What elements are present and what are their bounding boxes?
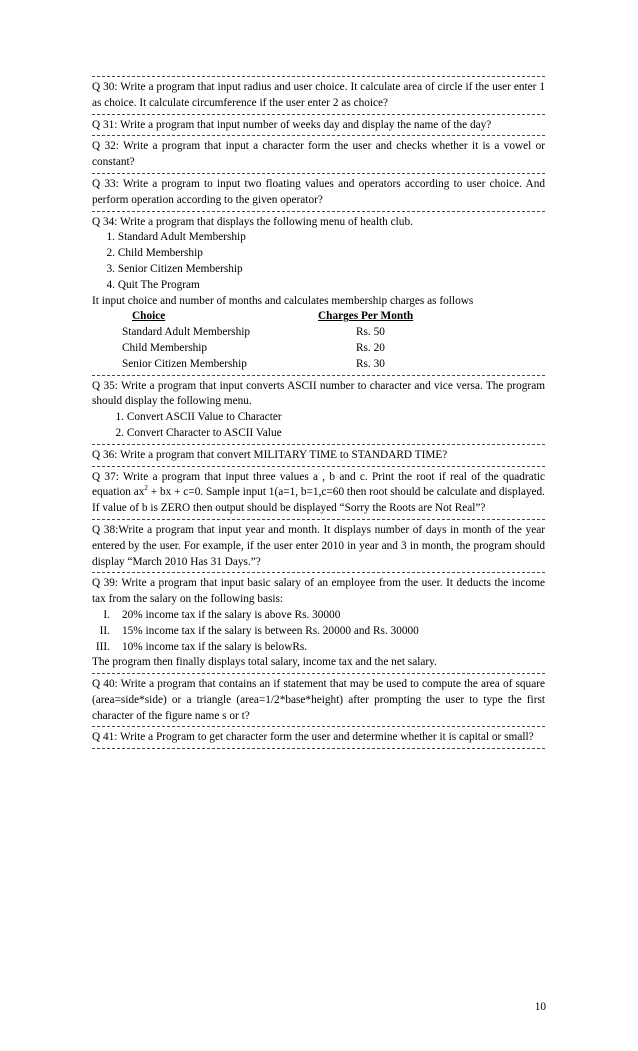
list-item: II. 15% income tax if the salary is between Rs. 20000 and Rs. 30000: [99, 624, 419, 637]
question-30: Q 30: Write a program that input radius and user choice. It calculate area of circle if the user enter 1 as choice. It calculate circumference if the user enter 2 as choice?: [92, 81, 545, 109]
table-row: Senior Citizen Membership Rs. 30: [122, 357, 385, 370]
question-36: Q 36: Write a program that convert MILITARY TIME to STANDARD TIME?: [92, 448, 448, 461]
menu-item: 4. Quit The Program: [106, 278, 200, 291]
charges-header: Charges Per Month: [318, 310, 414, 323]
table-header-row: [92, 309, 545, 325]
document-page: [92, 74, 545, 752]
divider: [92, 444, 545, 445]
divider: [92, 519, 545, 520]
divider: [92, 748, 545, 749]
ascii-menu: [92, 410, 545, 442]
question-35: [92, 379, 545, 442]
divider: [92, 135, 545, 136]
divider: [92, 572, 545, 573]
question-41: Q 41: Write a Program to get character form the user and determine whether it is capital or small?: [92, 731, 534, 744]
divider: [92, 673, 545, 674]
divider: [92, 76, 545, 77]
menu-item: 1. Convert ASCII Value to Character: [115, 411, 282, 424]
divider: [92, 375, 545, 376]
tax-basis-list: [92, 608, 545, 655]
list-item: I. 20% income tax if the salary is above Rs. 30000: [103, 608, 341, 621]
health-club-menu: [92, 230, 545, 293]
question-32: Q 32: Write a program that input a character form the user and checks whether it is a vowel or constant?: [92, 140, 545, 169]
question-37: Q 37: Write a program that input three values a , b and c. Print the root if real of the quadratic equation $ax^2$ + bx + c=0. Sample input 1(a=1, b=1,c=60 then root should be calculate and displayed. If value of b is ZERO then output should be displayed “Sorry the Roots are Not Real”?: [92, 470, 545, 515]
question-33: Q 33: Write a program to input two floating values and operators according to user choice. And perform operation according to the given operator?: [92, 177, 545, 206]
menu-item: 2. Convert Character to ASCII Value: [115, 426, 282, 439]
menu-item: 2. Child Membership: [106, 247, 203, 260]
question-34-description: It input choice and number of months and calculates membership charges as follows: [92, 294, 474, 307]
question-39-intro: Q 39: Write a program that input basic salary of an employee from the user. It deducts the income tax from the salary on the following basis:: [92, 577, 545, 606]
question-39: [92, 576, 545, 671]
question-35-intro: Q 35: Write a program that input converts ASCII number to character and vice versa. The program should display the following menu.: [92, 379, 545, 408]
list-item: III. 10% income tax if the salary is belowRs.: [95, 640, 308, 653]
menu-item: 1. Standard Adult Membership: [106, 231, 246, 244]
membership-charges-table: [92, 309, 545, 372]
question-38: Q 38:Write a program that input year and month. It displays number of days in month of the year entered by the user. For example, if the user enter 2010 in year and 3 in month, the program should display “March 2010 Has 31 Days.”?: [92, 523, 545, 568]
question-31: Q 31: Write a program that input number of weeks day and display the name of the day?: [92, 118, 492, 131]
divider: [92, 173, 545, 174]
divider: [92, 211, 545, 212]
question-34-intro: Q 34: Write a program that displays the following menu of health club.: [92, 215, 413, 228]
divider: [92, 114, 545, 115]
page-number: 10: [534, 1001, 546, 1013]
question-40: Q 40: Write a program that contains an if statement that may be used to compute the area of square (area=side*side) or a triangle (area=1/2*base*height) after prompting the user to type the first character of the figure name s or t?: [92, 678, 545, 722]
question-39-description: The program then finally displays total salary, income tax and the net salary.: [92, 656, 437, 669]
table-row: Child Membership Rs. 20: [122, 341, 385, 354]
divider: [92, 726, 545, 727]
choice-header: Choice: [132, 310, 166, 323]
divider: [92, 466, 545, 467]
question-34: [92, 215, 545, 373]
menu-item: 3. Senior Citizen Membership: [106, 262, 243, 275]
table-row: Standard Adult Membership Rs. 50: [122, 326, 385, 339]
